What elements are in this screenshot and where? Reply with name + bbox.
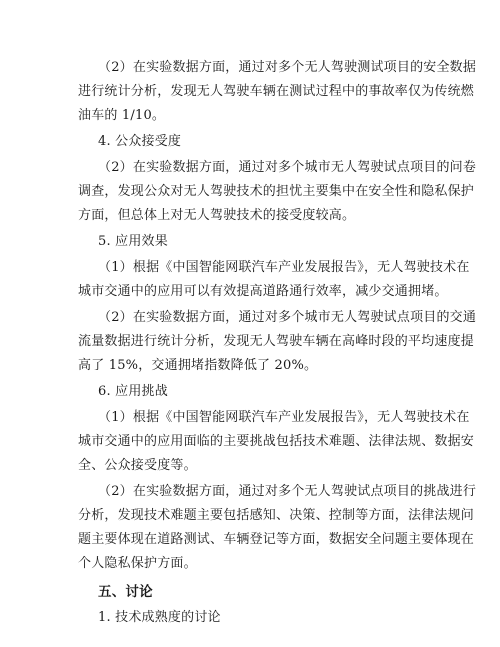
paragraph-line: （2）在实验数据方面，通过对多个无人驾驶试点项目的挑战进行 bbox=[98, 484, 477, 499]
paragraph-line: 城市交通中的应用面临的主要挑战包括技术难题、法律法规、数据安 bbox=[78, 434, 475, 449]
paragraph-line: （1）根据《中国智能网联汽车产业发展报告》，无人驾驶技术在 bbox=[98, 410, 470, 425]
paragraph-line: 调查，发现公众对无人驾驶技术的担忧主要集中在安全性和隐私保护 bbox=[78, 184, 475, 199]
subheading-tech-maturity: 1. 技术成熟度的讨论 bbox=[98, 610, 221, 625]
paragraph-line: 分析，发现技术难题主要包括感知、决策、控制等方面，法律法规问 bbox=[78, 508, 475, 523]
paragraph-line: （2）在实验数据方面，通过对多个无人驾驶测试项目的安全数据 bbox=[98, 60, 477, 75]
subheading-application-effect: 5. 应用效果 bbox=[98, 234, 168, 249]
paragraph-line: （2）在实验数据方面，通过对多个城市无人驾驶试点项目的问卷 bbox=[98, 160, 477, 175]
paragraph-line: 题主要体现在道路测试、车辆登记等方面，数据安全问题主要体现在 bbox=[78, 532, 475, 547]
subheading-public-acceptance: 4. 公众接受度 bbox=[98, 134, 182, 149]
paragraph-line: 高了 15%，交通拥堵指数降低了 20%。 bbox=[78, 358, 318, 373]
paragraph-line: 油车的 1/10。 bbox=[78, 108, 166, 123]
paragraph-line: 方面，但总体上对无人驾驶技术的接受度较高。 bbox=[78, 208, 356, 223]
paragraph-line: 全、公众接受度等。 bbox=[78, 458, 197, 473]
paragraph-line: （2）在实验数据方面，通过对多个城市无人驾驶试点项目的交通 bbox=[98, 310, 477, 325]
section-heading-discussion: 五、讨论 bbox=[98, 584, 153, 600]
subheading-application-challenges: 6. 应用挑战 bbox=[98, 384, 168, 399]
paragraph-line: 个人隐私保护方面。 bbox=[78, 556, 197, 571]
paragraph-line: （1）根据《中国智能网联汽车产业发展报告》，无人驾驶技术在 bbox=[98, 260, 470, 275]
paragraph-line: 流量数据进行统计分析，发现无人驾驶车辆在高峰时段的平均速度提 bbox=[78, 334, 475, 349]
paragraph-line: 城市交通中的应用可以有效提高道路通行效率，减少交通拥堵。 bbox=[78, 284, 448, 299]
paragraph-line: 进行统计分析，发现无人驾驶车辆在测试过程中的事故率仅为传统燃 bbox=[78, 84, 475, 99]
